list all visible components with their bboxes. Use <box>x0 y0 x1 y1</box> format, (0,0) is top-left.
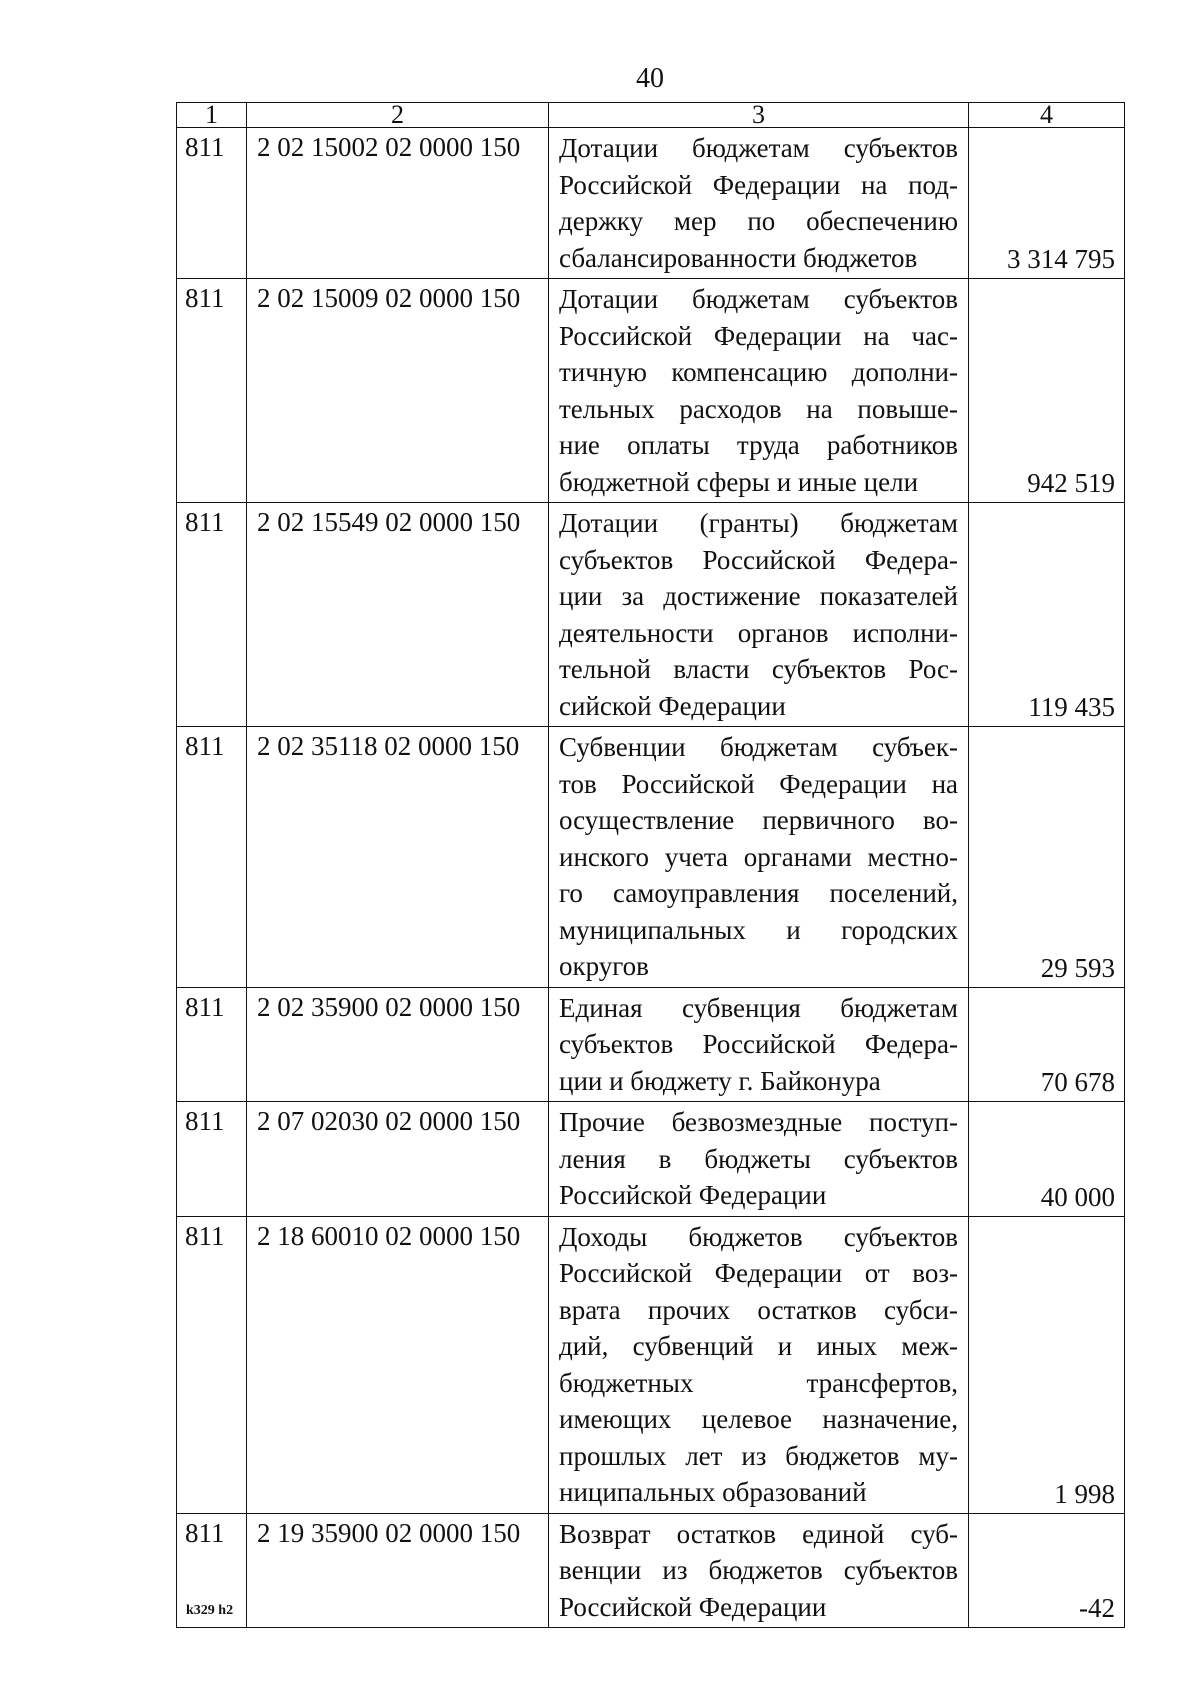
revenue-name-cell <box>549 1513 969 1628</box>
admin-code-cell: 811 <box>177 987 247 1102</box>
revenue-name-line: ниципальных образований <box>559 1477 867 1507</box>
revenue-name-line: дий, субвенций и иных меж- <box>559 1331 958 1361</box>
revenue-name-line: ции и бюджету г. Байконура <box>559 1065 881 1096</box>
revenue-name-line: Российской Федерации <box>559 1180 827 1210</box>
revenue-name-line: врата прочих остатков субси- <box>559 1294 958 1325</box>
revenue-name-line: Возврат остатков единой суб- <box>559 1518 958 1549</box>
revenue-name-line: Доходы бюджетов субъектов <box>559 1221 958 1252</box>
table-row <box>177 727 1125 988</box>
revenue-code-cell: 2 02 15549 02 0000 150 <box>247 503 549 727</box>
revenue-name-line: Российской Федерации от воз- <box>559 1258 958 1288</box>
revenue-name-line: ции за достижение показателей <box>559 581 958 611</box>
admin-code-cell: 811 <box>177 1102 247 1217</box>
revenue-code-cell: 2 02 35900 02 0000 150 <box>247 987 549 1102</box>
revenue-name-line: Единая субвенция бюджетам <box>559 992 958 1023</box>
revenue-name-line: тичную компенсацию дополни- <box>559 357 958 387</box>
revenue-name-line: тов Российской Федерации на <box>559 768 958 799</box>
revenue-code-cell: 2 18 60010 02 0000 150 <box>247 1216 549 1513</box>
table-row <box>177 1513 1125 1628</box>
revenue-name-cell <box>549 1216 969 1513</box>
column-header-4: 4 <box>969 103 1125 128</box>
table-row <box>177 1216 1125 1513</box>
revenue-name-line: Дотации бюджетам субъектов <box>559 133 958 163</box>
revenue-code-cell: 2 07 02030 02 0000 150 <box>247 1102 549 1217</box>
revenue-name-cell <box>549 727 969 988</box>
revenue-name-line: субъектов Российской Федера- <box>559 544 958 575</box>
revenue-name-line: тельных расходов на повыше- <box>559 393 958 424</box>
revenue-name-line: Дотации бюджетам субъектов <box>559 284 958 314</box>
revenue-name-cell <box>549 1102 969 1217</box>
table-row <box>177 128 1125 279</box>
admin-code-cell: 811 <box>177 1513 247 1628</box>
admin-code-cell: 811 <box>177 128 247 279</box>
revenue-name-line: осуществление первичного во- <box>559 805 958 835</box>
revenue-code-cell: 2 02 35118 02 0000 150 <box>247 727 549 988</box>
column-header-2: 2 <box>247 103 549 128</box>
amount-cell: 1 998 <box>969 1216 1125 1513</box>
column-header-3: 3 <box>549 103 969 128</box>
revenue-name-cell <box>549 987 969 1102</box>
revenue-name-cell <box>549 279 969 503</box>
revenue-name-line: муниципальных и городских <box>559 914 958 945</box>
revenue-name-line: ления в бюджеты субъектов <box>559 1143 958 1174</box>
admin-code-cell: 811 <box>177 503 247 727</box>
revenue-code-cell: 2 19 35900 02 0000 150 <box>247 1513 549 1628</box>
revenue-name-line: венции из бюджетов субъектов <box>559 1555 958 1585</box>
revenue-name-line: Дотации (гранты) бюджетам <box>559 508 958 538</box>
table-body <box>177 128 1125 1628</box>
revenue-name-line: Российской Федерации <box>559 1591 827 1622</box>
amount-cell: -42 <box>969 1513 1125 1628</box>
table-row <box>177 503 1125 727</box>
revenue-name-line: тельной власти субъектов Рос- <box>559 654 958 684</box>
revenue-name-line: бюджетных трансфертов, <box>559 1367 958 1398</box>
revenue-name-line: прошлых лет из бюджетов му- <box>559 1440 958 1471</box>
revenue-code-cell: 2 02 15009 02 0000 150 <box>247 279 549 503</box>
revenue-name-line: округов <box>559 951 649 981</box>
revenue-name-line: инского учета органами местно- <box>559 841 958 872</box>
revenue-name-line: Российской Федерации на под- <box>559 169 958 200</box>
amount-cell: 942 519 <box>969 279 1125 503</box>
table-row <box>177 987 1125 1102</box>
table-row <box>177 279 1125 503</box>
admin-code-cell: 811 <box>177 727 247 988</box>
table-header-row <box>177 103 1125 128</box>
amount-cell: 119 435 <box>969 503 1125 727</box>
admin-code-cell: 811 <box>177 1216 247 1513</box>
revenue-name-line: ние оплаты труда работников <box>559 430 958 460</box>
revenue-code-cell: 2 02 15002 02 0000 150 <box>247 128 549 279</box>
revenue-name-line: Субвенции бюджетам субъек- <box>559 732 958 762</box>
revenue-name-line: Прочие безвозмездные поступ- <box>559 1107 958 1137</box>
amount-cell: 29 593 <box>969 727 1125 988</box>
revenue-name-line: сийской Федерации <box>559 690 786 721</box>
amount-cell: 3 314 795 <box>969 128 1125 279</box>
amount-cell: 40 000 <box>969 1102 1125 1217</box>
table-row <box>177 1102 1125 1217</box>
revenue-name-line: деятельности органов исполни- <box>559 617 958 648</box>
page-number: 40 <box>636 63 664 94</box>
revenue-name-cell <box>549 128 969 279</box>
revenue-name-line: субъектов Российской Федера- <box>559 1029 958 1059</box>
revenue-name-line: го самоуправления поселений, <box>559 878 958 908</box>
revenue-name-line: бюджетной сферы и иные цели <box>559 466 919 497</box>
revenue-name-cell <box>549 503 969 727</box>
revenue-name-line: имеющих целевое назначение, <box>559 1404 958 1434</box>
revenue-name-line: держку мер по обеспечению <box>559 206 958 236</box>
revenue-name-line: сбалансированности бюджетов <box>559 242 918 273</box>
budget-revenue-table <box>176 102 1125 1628</box>
amount-cell: 70 678 <box>969 987 1125 1102</box>
admin-code-cell: 811 <box>177 279 247 503</box>
footer-document-code: k329 h2 <box>186 1603 234 1618</box>
revenue-name-line: Российской Федерации на час- <box>559 320 958 351</box>
column-header-1: 1 <box>177 103 247 128</box>
